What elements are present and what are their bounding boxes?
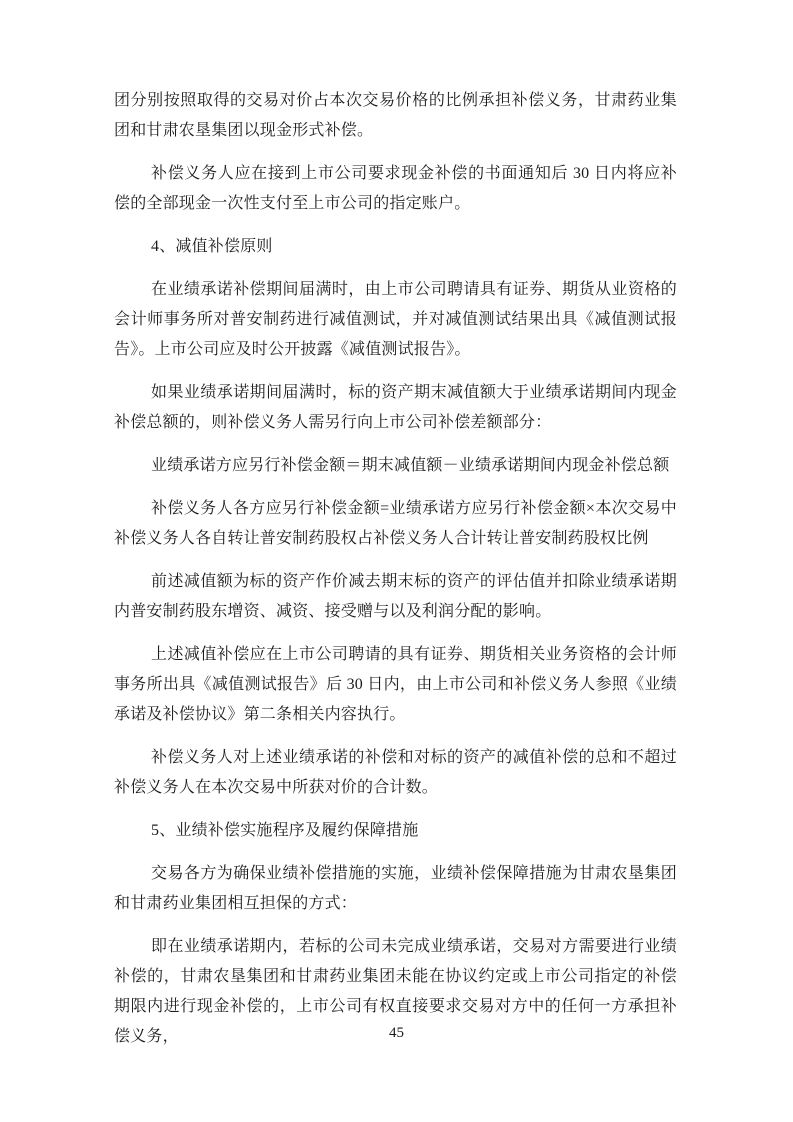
page-footer — [0, 1024, 793, 1042]
section-heading: 4、减值补偿原则 — [151, 238, 273, 255]
paragraph: 在业绩承诺补偿期间届满时，由上市公司聘请具有证券、期货从业资格的会计师事务所对普安制药进行减值测试，并对减值测试结果出具《减值测试报告》。上市公司应及时公开披露《减值测试报告》。 — [114, 281, 677, 358]
section-heading: 5、业绩补偿实施程序及履约保障措施 — [151, 822, 419, 839]
page-number: 45 — [389, 1025, 404, 1041]
paragraph: 补偿义务人应在接到上市公司要求现金补偿的书面通知后 30 日内将应补偿的全部现金一次性支付至上市公司的指定账户。 — [114, 165, 677, 212]
paragraph: 交易各方为确保业绩补偿措施的实施，业绩补偿保障措施为甘肃农垦集团和甘肃药业集团相互担保的方式： — [114, 865, 677, 912]
document-body — [114, 86, 677, 1065]
paragraph: 补偿义务人对上述业绩承诺的补偿和对标的资产的减值补偿的总和不超过补偿义务人在本次交易中所获对价的合计数。 — [114, 749, 677, 796]
paragraph: 补偿义务人各方应另行补偿金额=业绩承诺方应另行补偿金额×本次交易中补偿义务人各自转让普安制药股权占补偿义务人合计转让普安制药股权比例 — [114, 500, 677, 547]
paragraph: 即在业绩承诺期内，若标的公司未完成业绩承诺，交易对方需要进行业绩补偿的，甘肃农垦集团和甘肃药业集团未能在协议约定或上市公司指定的补偿期限内进行现金补偿的，上市公司有权直接要求交易对方中的任何一方承担补偿义务， — [114, 938, 677, 1045]
paragraph: 上述减值补偿应在上市公司聘请的具有证券、期货相关业务资格的会计师事务所出具《减值测试报告》后 30 日内，由上市公司和补偿义务人参照《业绩承诺及补偿协议》第二条相关内容执行。 — [114, 646, 677, 723]
paragraph: 前述减值额为标的资产作价减去期末标的资产的评估值并扣除业绩承诺期内普安制药股东增资、减资、接受赠与以及利润分配的影响。 — [114, 573, 677, 620]
paragraph: 如果业绩承诺期间届满时，标的资产期末减值额大于业绩承诺期间内现金补偿总额的，则补偿义务人需另行向上市公司补偿差额部分： — [114, 384, 677, 431]
paragraph: 团分别按照取得的交易对价占本次交易价格的比例承担补偿义务，甘肃药业集团和甘肃农垦集团以现金形式补偿。 — [114, 92, 677, 139]
paragraph: 业绩承诺方应另行补偿金额＝期末减值额－业绩承诺期间内现金补偿总额 — [151, 457, 670, 474]
